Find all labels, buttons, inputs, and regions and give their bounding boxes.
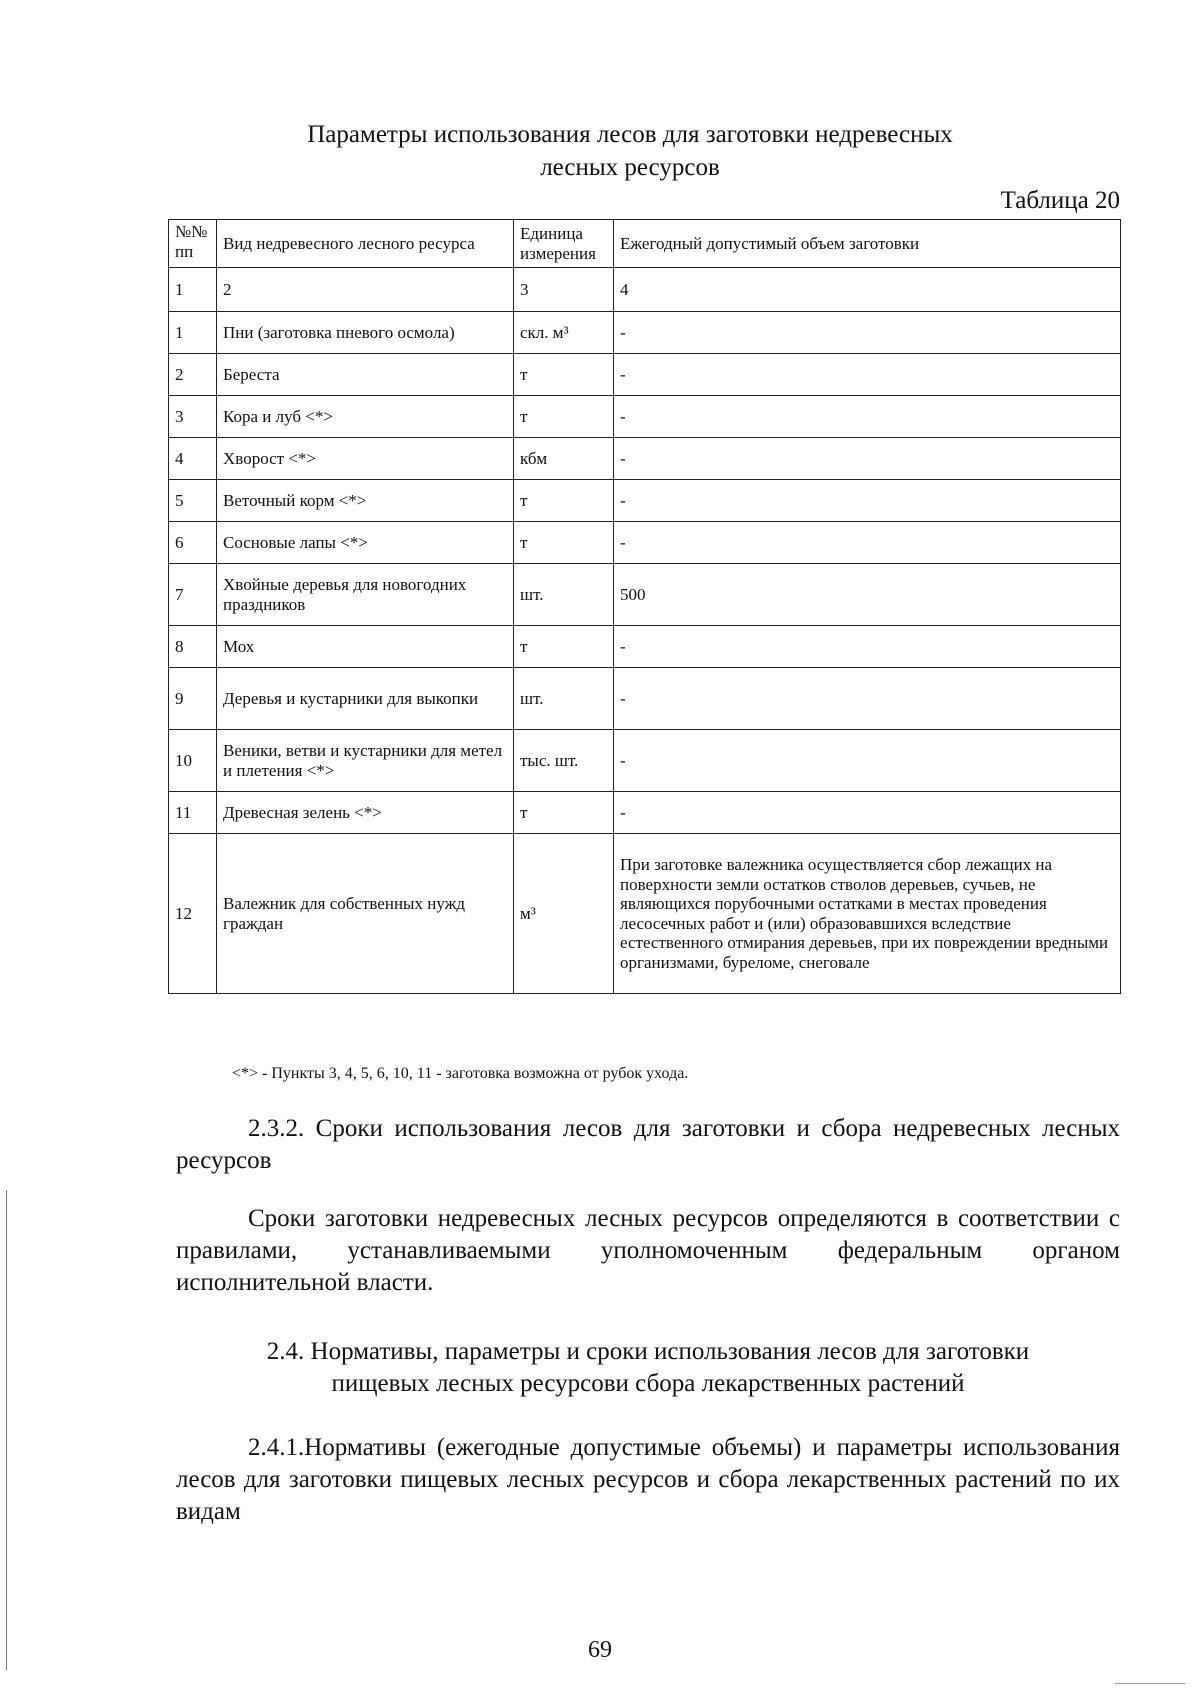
header-volume: Ежегодный допустимый объем заготовки <box>614 220 1121 268</box>
row-unit: т <box>514 396 614 438</box>
table-row <box>169 522 1121 564</box>
row-volume: 500 <box>614 564 1121 626</box>
col-num-4: 4 <box>614 268 1121 312</box>
row-unit: т <box>514 522 614 564</box>
row-num: 11 <box>169 792 217 834</box>
table-row <box>169 730 1121 792</box>
table-footnote: <*> - Пункты 3, 4, 5, 6, 10, 11 - заготовка возможна от рубок ухода. <box>232 1065 689 1082</box>
row-num: 4 <box>169 438 217 480</box>
row-unit: т <box>514 354 614 396</box>
row-name: Древесная зелень <*> <box>217 792 514 834</box>
section-heading-2-4-1 <box>176 1432 1120 1528</box>
row-unit: т <box>514 792 614 834</box>
row-unit: шт. <box>514 564 614 626</box>
row-num: 8 <box>169 626 217 668</box>
row-num: 12 <box>169 834 217 994</box>
row-volume: - <box>614 312 1121 354</box>
resources-table <box>168 219 1121 994</box>
row-volume: - <box>614 730 1121 792</box>
header-unit: Единица измерения <box>514 220 614 268</box>
row-name: Пни (заготовка пневого осмола) <box>217 312 514 354</box>
row-volume: - <box>614 354 1121 396</box>
row-num: 9 <box>169 668 217 730</box>
row-unit: кбм <box>514 438 614 480</box>
row-volume: - <box>614 522 1121 564</box>
row-name: Хвойные деревья для новогодних праздников <box>217 564 514 626</box>
section-heading-2-4-1-text: 2.4.1.Нормативы (ежегодные допустимые объемы) и параметры использования лесов для заготовки пищевых лесных ресурсов и сбора лекарственных растений по их видам <box>176 1434 1120 1525</box>
row-unit: т <box>514 626 614 668</box>
row-unit: шт. <box>514 668 614 730</box>
header-num: №№ пп <box>169 220 217 268</box>
scan-margin-line <box>6 1190 7 1670</box>
row-num: 7 <box>169 564 217 626</box>
row-unit: м³ <box>514 834 614 994</box>
table-row <box>169 396 1121 438</box>
row-num: 2 <box>169 354 217 396</box>
table-title <box>300 118 960 184</box>
section-heading-2-4-line-1: 2.4. Нормативы, параметры и сроки использования лесов для заготовки <box>266 1338 1030 1365</box>
row-num: 1 <box>169 312 217 354</box>
row-name: Хворост <*> <box>217 438 514 480</box>
section-heading-2-3-2 <box>176 1113 1120 1177</box>
table-row <box>169 626 1121 668</box>
row-volume: - <box>614 626 1121 668</box>
row-volume: - <box>614 396 1121 438</box>
row-volume: - <box>614 668 1121 730</box>
table-title-line-2: лесных ресурсов <box>540 154 720 181</box>
row-unit: т <box>514 480 614 522</box>
page-number: 69 <box>588 1637 612 1663</box>
table-row <box>169 480 1121 522</box>
column-number-row <box>169 268 1121 312</box>
table-number: Таблица 20 <box>1000 187 1120 214</box>
table-header-row <box>169 220 1121 268</box>
row-name: Деревья и кустарники для выкопки <box>217 668 514 730</box>
header-name: Вид недревесного лесного ресурса <box>217 220 514 268</box>
row-name: Валежник для собственных нужд граждан <box>217 834 514 994</box>
section-heading-2-4 <box>176 1336 1120 1400</box>
row-num: 10 <box>169 730 217 792</box>
col-num-2: 2 <box>217 268 514 312</box>
row-num: 3 <box>169 396 217 438</box>
row-unit: тыс. шт. <box>514 730 614 792</box>
row-volume: - <box>614 438 1121 480</box>
row-name: Сосновые лапы <*> <box>217 522 514 564</box>
row-volume-note: При заготовке валежника осуществляется сбор лежащих на поверхности земли остатков стволов деревьев, сучьев, не являющихся порубочными остатками в местах проведения лесосечных работ и (или) образовавшихся вследствие естественного отмирания деревьев, при их повреждении вредными организмами, буреломе, снеговале <box>614 834 1121 994</box>
paragraph-terms-text: Сроки заготовки недревесных лесных ресурсов определяются в соответствии с правилами, устанавливаемыми уполномоченным федеральным органом исполнительной власти. <box>176 1205 1120 1296</box>
scan-edge-mark <box>1115 1683 1185 1684</box>
row-name: Кора и луб <*> <box>217 396 514 438</box>
table-row <box>169 792 1121 834</box>
table-row <box>169 312 1121 354</box>
table-row <box>169 564 1121 626</box>
table-row <box>169 834 1121 994</box>
row-name: Веточный корм <*> <box>217 480 514 522</box>
row-unit: скл. м³ <box>514 312 614 354</box>
row-volume: - <box>614 792 1121 834</box>
row-volume: - <box>614 480 1121 522</box>
row-num: 6 <box>169 522 217 564</box>
section-heading-2-4-line-2: пищевых лесных ресурсови сбора лекарственных растений <box>331 1370 965 1397</box>
table-row <box>169 668 1121 730</box>
row-name: Береста <box>217 354 514 396</box>
section-heading-2-3-2-text: 2.3.2. Сроки использования лесов для заготовки и сбора недревесных лесных ресурсов <box>176 1115 1120 1174</box>
table-row <box>169 354 1121 396</box>
row-name: Веники, ветви и кустарники для метел и плетения <*> <box>217 730 514 792</box>
col-num-1: 1 <box>169 268 217 312</box>
table-title-line-1: Параметры использования лесов для заготовки недревесных <box>307 121 953 148</box>
paragraph-terms <box>176 1203 1120 1299</box>
table-row <box>169 438 1121 480</box>
row-num: 5 <box>169 480 217 522</box>
row-name: Мох <box>217 626 514 668</box>
col-num-3: 3 <box>514 268 614 312</box>
